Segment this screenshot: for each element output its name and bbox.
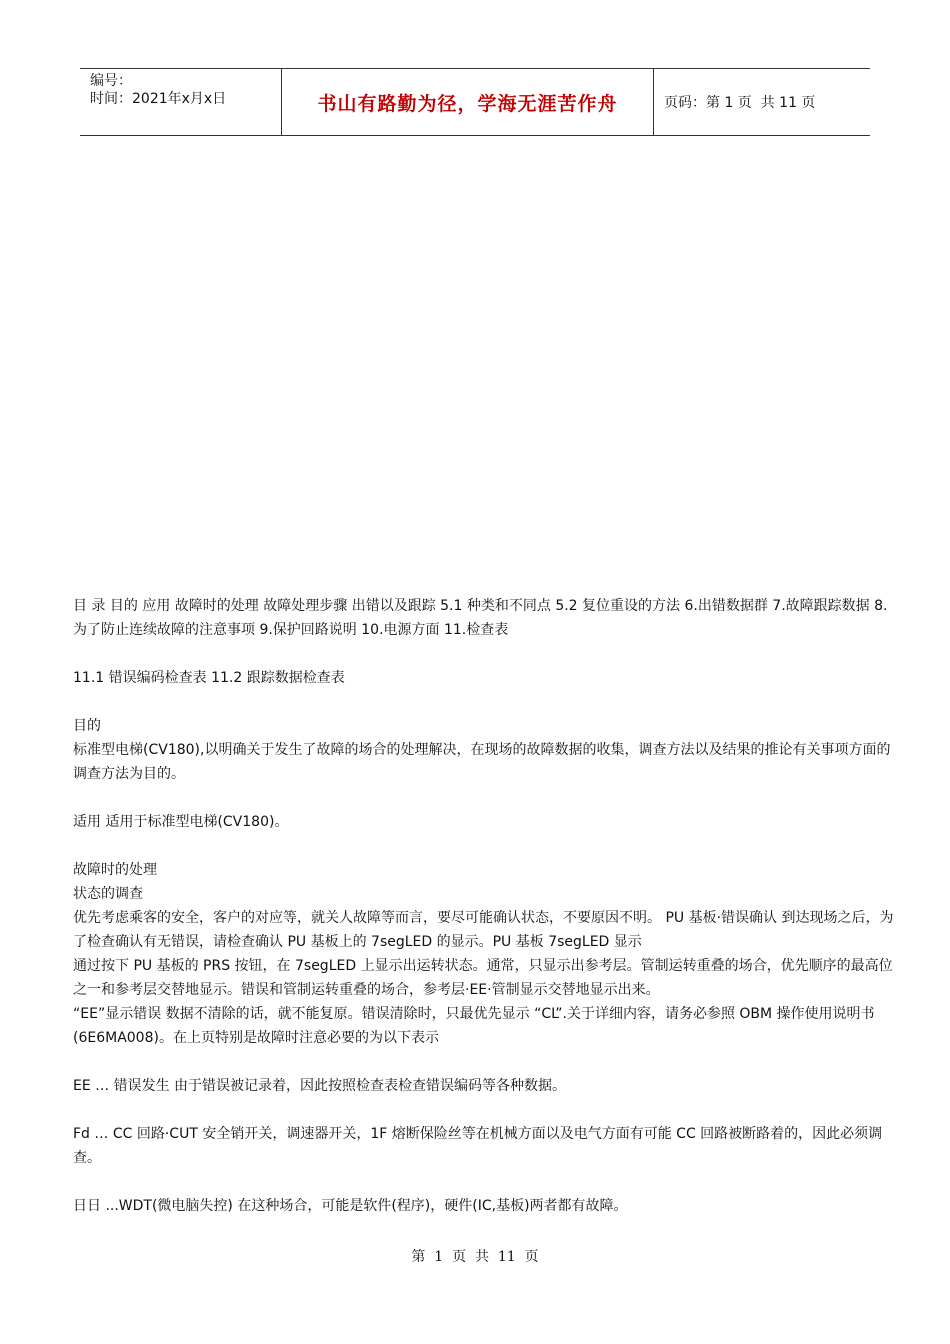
toc-line: 目 录 目的 应用 故障时的处理 故障处理步骤 出错以及跟踪 5.1 种类和不同点 5.2 复位重设的方法 6.出错数据群 7.故障跟踪数据 8.为了防止连续故障的注意事项 9.保护回路说明 10.电源方面 11.检查表 bbox=[73, 598, 888, 638]
paragraph-3: “EE”显示错误 数据不清除的话，就不能复原。错误清除时，只最优先显示 “CL”.关于详细内容，请务必参照 OBM 操作使用说明书(6E6MA008)。在上页特别是故障时注意必要的为以下表示 bbox=[73, 1006, 875, 1046]
document-body bbox=[73, 594, 899, 1218]
footer-page-text: 第 1 页 共 11 页 bbox=[411, 1249, 539, 1265]
header-motto: 书山有路勤为径，学海无涯苦作舟 bbox=[281, 69, 654, 135]
time-label: 时间：2021年x月x日 bbox=[90, 91, 227, 107]
paragraph-1: 优先考虑乘客的安全，客户的对应等，就关人故障等而言，要尽可能确认状态，不要原因不明。 PU 基板·错误确认 到达现场之后，为了检查确认有无错误，请检查确认 PU 基板上的 7segLED 的显示。PU 基板 7segLED 显示 bbox=[73, 910, 894, 950]
purpose-text: 标准型电梯(CV180),以明确关于发生了故障的场合的处理解决，在现场的故障数据的收集，调查方法以及结果的推论有关事项方面的调查方法为目的。 bbox=[73, 742, 891, 782]
page-label: 页码：第 1 页 共 11 页 bbox=[664, 95, 816, 111]
wdt-line: 日日 ...WDT(微电脑失控) 在这种场合，可能是软件(程序)，硬件(IC,基板)两者都有故障。 bbox=[73, 1198, 628, 1214]
status-title: 状态的调查 bbox=[73, 886, 143, 902]
paragraph-2: 通过按下 PU 基板的 PRS 按钮，在 7segLED 上显示出运转状态。通常，只显示出参考层。管制运转重叠的场合，优先顺序的最高位之一和参考层交替地显示。错误和管制运转重叠的场合，参考层·EE·管制显示交替地显示出来。 bbox=[73, 958, 893, 998]
number-label: 编号： bbox=[90, 73, 132, 89]
fd-line: Fd … CC 回路·CUT 安全销开关，调速器开关，1F 熔断保险丝等在机械方面以及电气方面有可能 CC 回路被断路着的，因此必须调查。 bbox=[73, 1126, 883, 1166]
toc-line-2: 11.1 错误编码检查表 11.2 跟踪数据检查表 bbox=[73, 670, 345, 686]
header-info bbox=[80, 69, 281, 135]
page-header bbox=[80, 68, 870, 136]
fault-title: 故障时的处理 bbox=[73, 862, 157, 878]
page-footer bbox=[0, 1246, 950, 1266]
apply-text: 适用 适用于标准型电梯(CV180)。 bbox=[73, 814, 289, 830]
header-page-info bbox=[654, 69, 870, 135]
ee-line: EE … 错误发生 由于错误被记录着，因此按照检查表检查错误编码等各种数据。 bbox=[73, 1078, 567, 1094]
purpose-title: 目的 bbox=[73, 718, 101, 734]
